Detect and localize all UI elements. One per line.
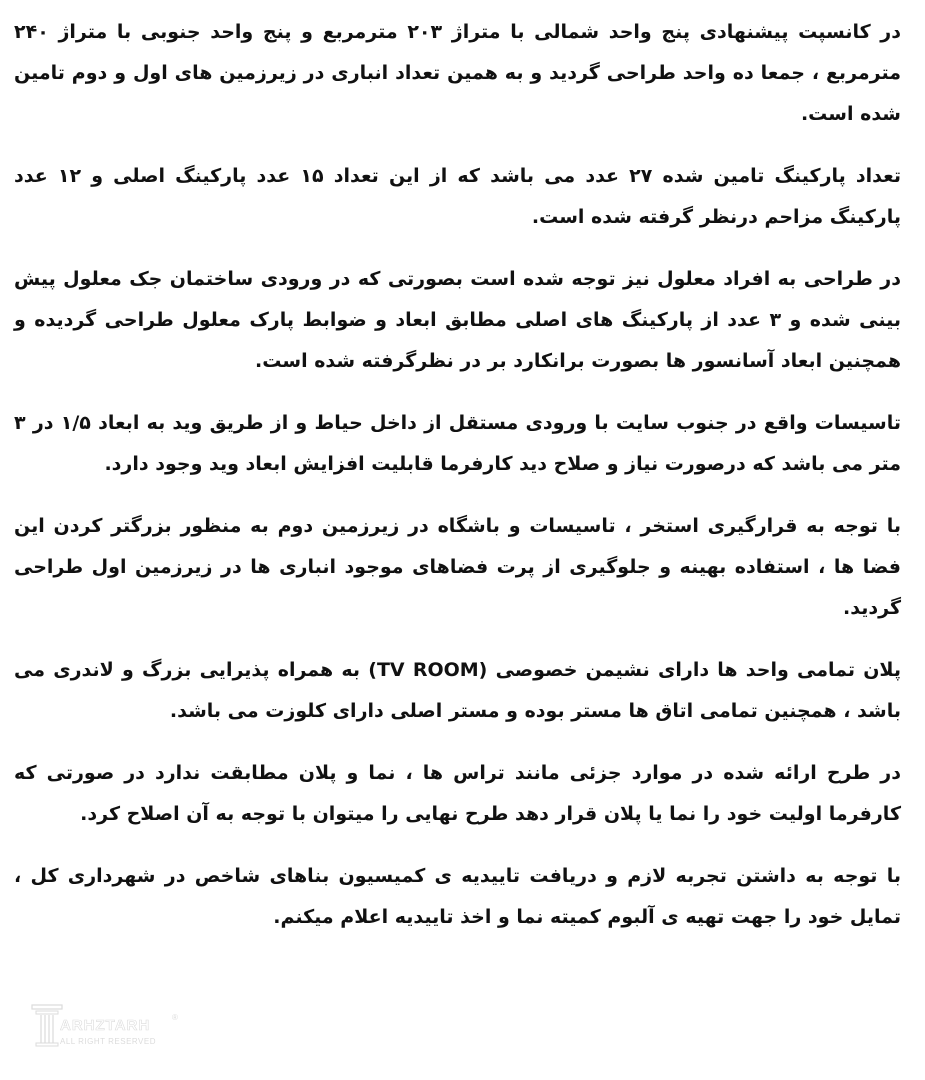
watermark-brand: ARHZTARH [60,1017,151,1034]
watermark [30,1003,190,1055]
watermark-registered-mark: ® [172,1013,178,1022]
paragraph-unit-plans: پلان تمامی واحد ها دارای نشیمن خصوصی (TV ROOM) به همراه پذیرایی بزرگ و لاندری می باشد ، همچنین تمامی اتاق ها مستر بوده و مستر اصلی دارای کلوزت می باشد. [14,659,901,722]
watermark-rights: ALL RIGHT RESERVED [60,1037,156,1046]
paragraph-basement-layout: با توجه به قرارگیری استخر ، تاسیسات و باشگاه در زیرزمین دوم به منظور بزرگتر کردن این فضا ها ، استفاده بهینه و جلوگیری از پرت فضاهای موجود انباری ها در زیرزمین اول طراحی گردید. [14,515,901,619]
document-body [14,12,901,959]
paragraph-utilities: تاسیسات واقع در جنوب سایت با ورودی مستقل از داخل حیاط و از طریق وید به ابعاد ۱/۵ در ۳ متر می باشد که درصورت نیاز و صلاح دید کارفرما قابلیت افزایش ابعاد وید وجود دارد. [14,412,901,475]
paragraph-commission-approval: با توجه به داشتن تجربه لازم و دریافت تاییدیه ی کمیسیون بناهای شاخص در شهرداری کل ، تمایل خود را جهت تهیه ی آلبوم کمیته نما و اخذ تاییدیه اعلام میکنم. [14,865,901,928]
column-logo-icon [30,1003,64,1049]
paragraph-facade-plan-mismatch: در طرح ارائه شده در موارد جزئی مانند تراس ها ، نما و پلان مطابقت ندارد در صورتی که کارفرما اولیت خود را نما یا پلان قرار دهد طرح نهایی را میتوان با توجه به آن اصلاح کرد. [14,762,901,825]
paragraph-parking-count: تعداد پارکینگ تامین شده ۲۷ عدد می باشد که از این تعداد ۱۵ عدد پارکینگ اصلی و ۱۲ عدد پارکینگ مزاحم درنظر گرفته شده است. [14,165,902,228]
paragraph-accessibility: در طراحی به افراد معلول نیز توجه شده است بصورتی که در ورودی ساختمان جک معلول پیش بینی شده و ۳ عدد از پارکینگ های اصلی مطابق ابعاد و ضوابط پارک معلول طراحی گردیده و همچنین ابعاد آسانسور ها بصورت برانکارد بر در نظرگرفته شده است. [14,268,901,372]
paragraph-units-concept: در کانسپت پیشنهادی پنج واحد شمالی با متراژ ۲۰۳ مترمربع و پنج واحد جنوبی با متراژ ۲۴۰ مترمربع ، جمعا ده واحد طراحی گردید و به همین تعداد انباری در زیرزمین های اول و دوم تامین شده است. [14,21,901,125]
